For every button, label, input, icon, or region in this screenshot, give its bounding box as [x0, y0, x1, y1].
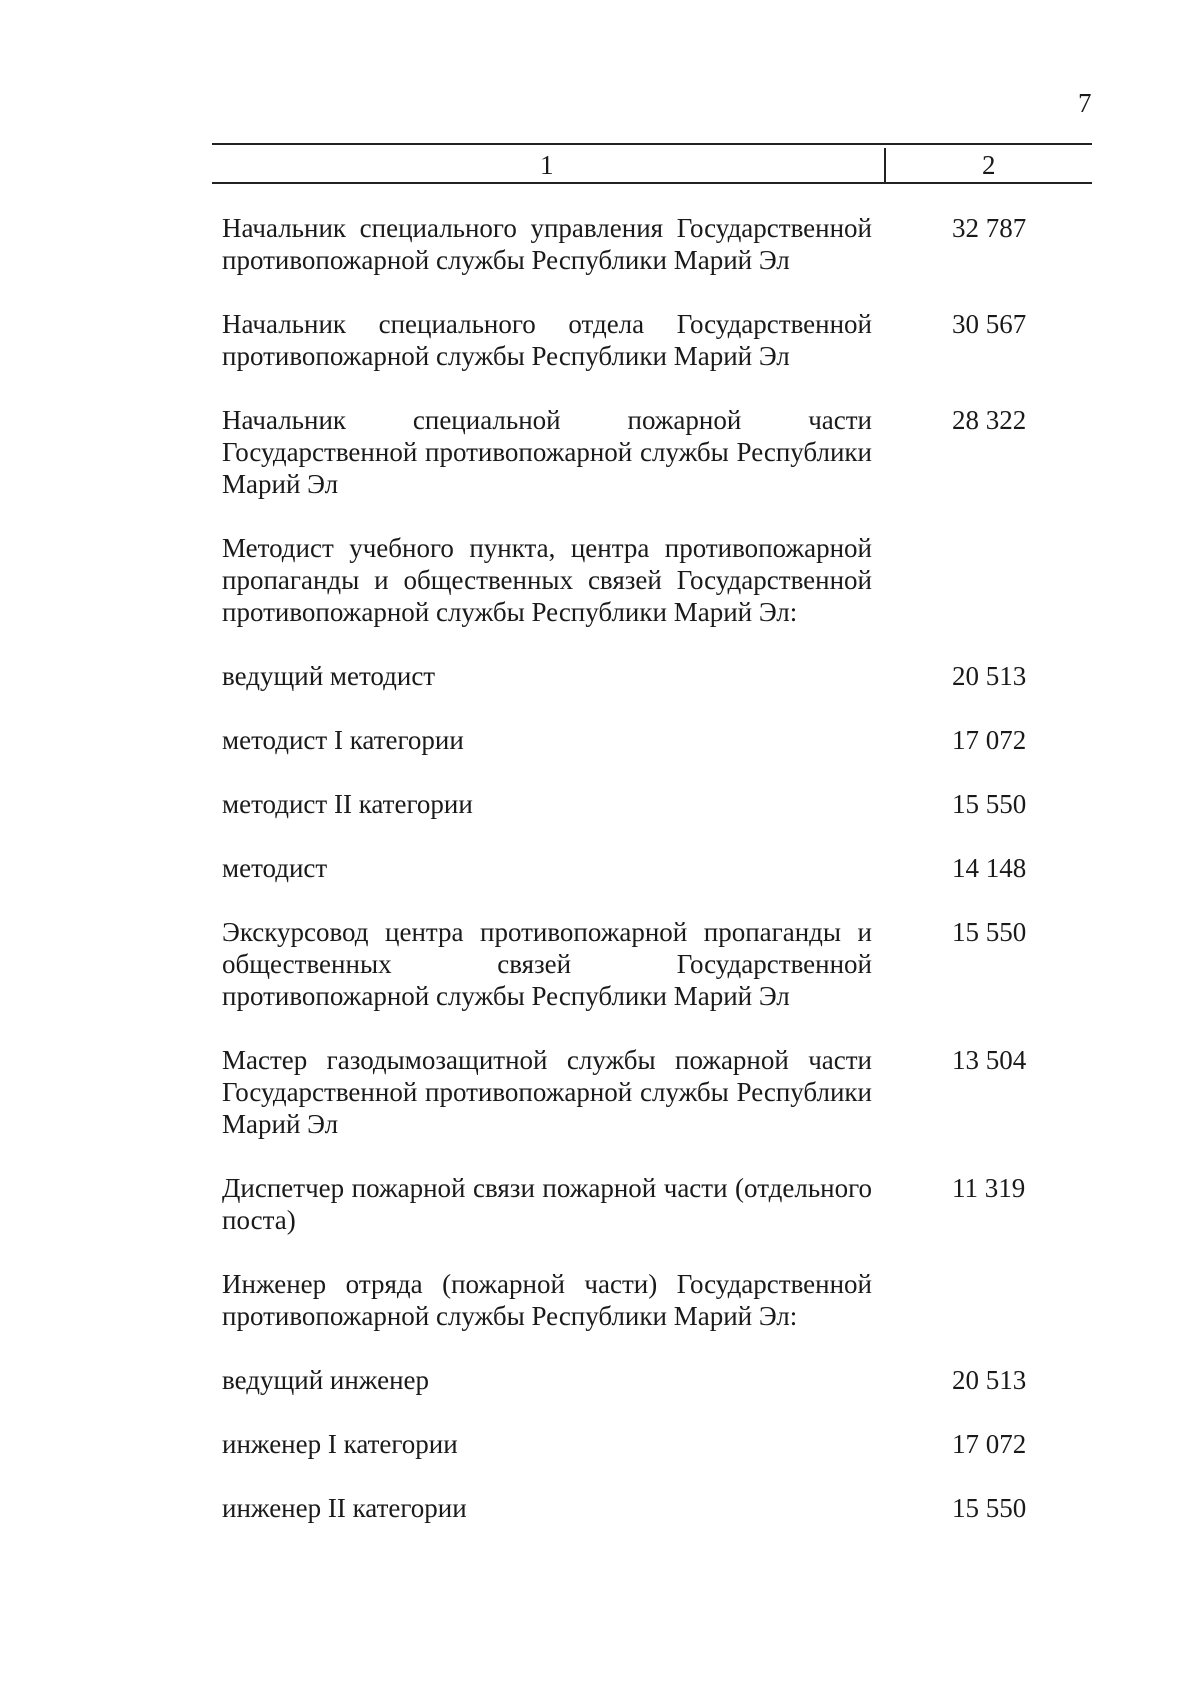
position-title: Начальник специального управления Государственной противопожарной службы Республики Марий Эл	[222, 213, 872, 275]
table-row	[222, 1172, 1092, 1236]
position-title: Диспетчер пожарной связи пожарной части (отдельного поста)	[222, 1173, 872, 1235]
header-bottom-rule	[212, 182, 1092, 184]
page-number: 7	[1078, 88, 1092, 118]
table-row	[222, 404, 1092, 500]
table-row	[222, 852, 1092, 884]
salary-value: 28 322	[952, 405, 1027, 435]
position-title: инженер I категории	[222, 1429, 458, 1459]
salary-value: 13 504	[952, 1045, 1027, 1075]
salary-value: 20 513	[952, 661, 1027, 691]
position-title: ведущий методист	[222, 661, 436, 691]
salary-value: 11 319	[952, 1173, 1026, 1203]
table-row	[222, 1044, 1092, 1140]
position-title: методист	[222, 853, 328, 883]
table-row	[222, 1428, 1092, 1460]
position-title: Мастер газодымозащитной службы пожарной части Государственной противопожарной службы Республики Марий Эл	[222, 1045, 872, 1139]
position-group-heading: Методист учебного пункта, центра противопожарной пропаганды и общественных связей Государственной противопожарной службы Республики Марий Эл:	[222, 533, 872, 627]
salary-value: 30 567	[952, 309, 1027, 339]
salary-value: 32 787	[952, 213, 1027, 243]
position-title: Начальник специальной пожарной части Государственной противопожарной службы Республики Марий Эл	[222, 405, 872, 499]
salary-value: 17 072	[952, 725, 1027, 755]
table-row	[222, 308, 1092, 372]
header-top-rule	[212, 143, 1092, 145]
position-group-heading: Инженер отряда (пожарной части) Государственной противопожарной службы Республики Марий Эл:	[222, 1269, 872, 1331]
table-row	[222, 916, 1092, 1012]
table-body	[222, 212, 1092, 1556]
table-row	[222, 1492, 1092, 1524]
salary-value: 15 550	[952, 917, 1027, 947]
table-row	[222, 724, 1092, 756]
table-row	[222, 212, 1092, 276]
salary-value: 15 550	[952, 1493, 1027, 1523]
table-row	[222, 1364, 1092, 1396]
table-row	[222, 1268, 1092, 1332]
header-column-1: 1	[540, 150, 554, 180]
position-title: Начальник специального отдела Государственной противопожарной службы Республики Марий Эл	[222, 309, 872, 371]
salary-value: 20 513	[952, 1365, 1027, 1395]
position-title: ведущий инженер	[222, 1365, 430, 1395]
table-row	[222, 788, 1092, 820]
salary-value: 15 550	[952, 789, 1027, 819]
salary-value: 14 148	[952, 853, 1027, 883]
header-column-divider	[884, 148, 886, 184]
position-title: методист II категории	[222, 789, 473, 819]
position-title: Экскурсовод центра противопожарной пропаганды и общественных связей Государственной противопожарной службы Республики Марий Эл	[222, 917, 872, 1011]
table-header	[212, 140, 1092, 185]
position-title: методист I категории	[222, 725, 464, 755]
salary-value: 17 072	[952, 1429, 1027, 1459]
table-row	[222, 532, 1092, 628]
table-row	[222, 660, 1092, 692]
header-column-2: 2	[982, 150, 996, 180]
position-title: инженер II категории	[222, 1493, 467, 1523]
